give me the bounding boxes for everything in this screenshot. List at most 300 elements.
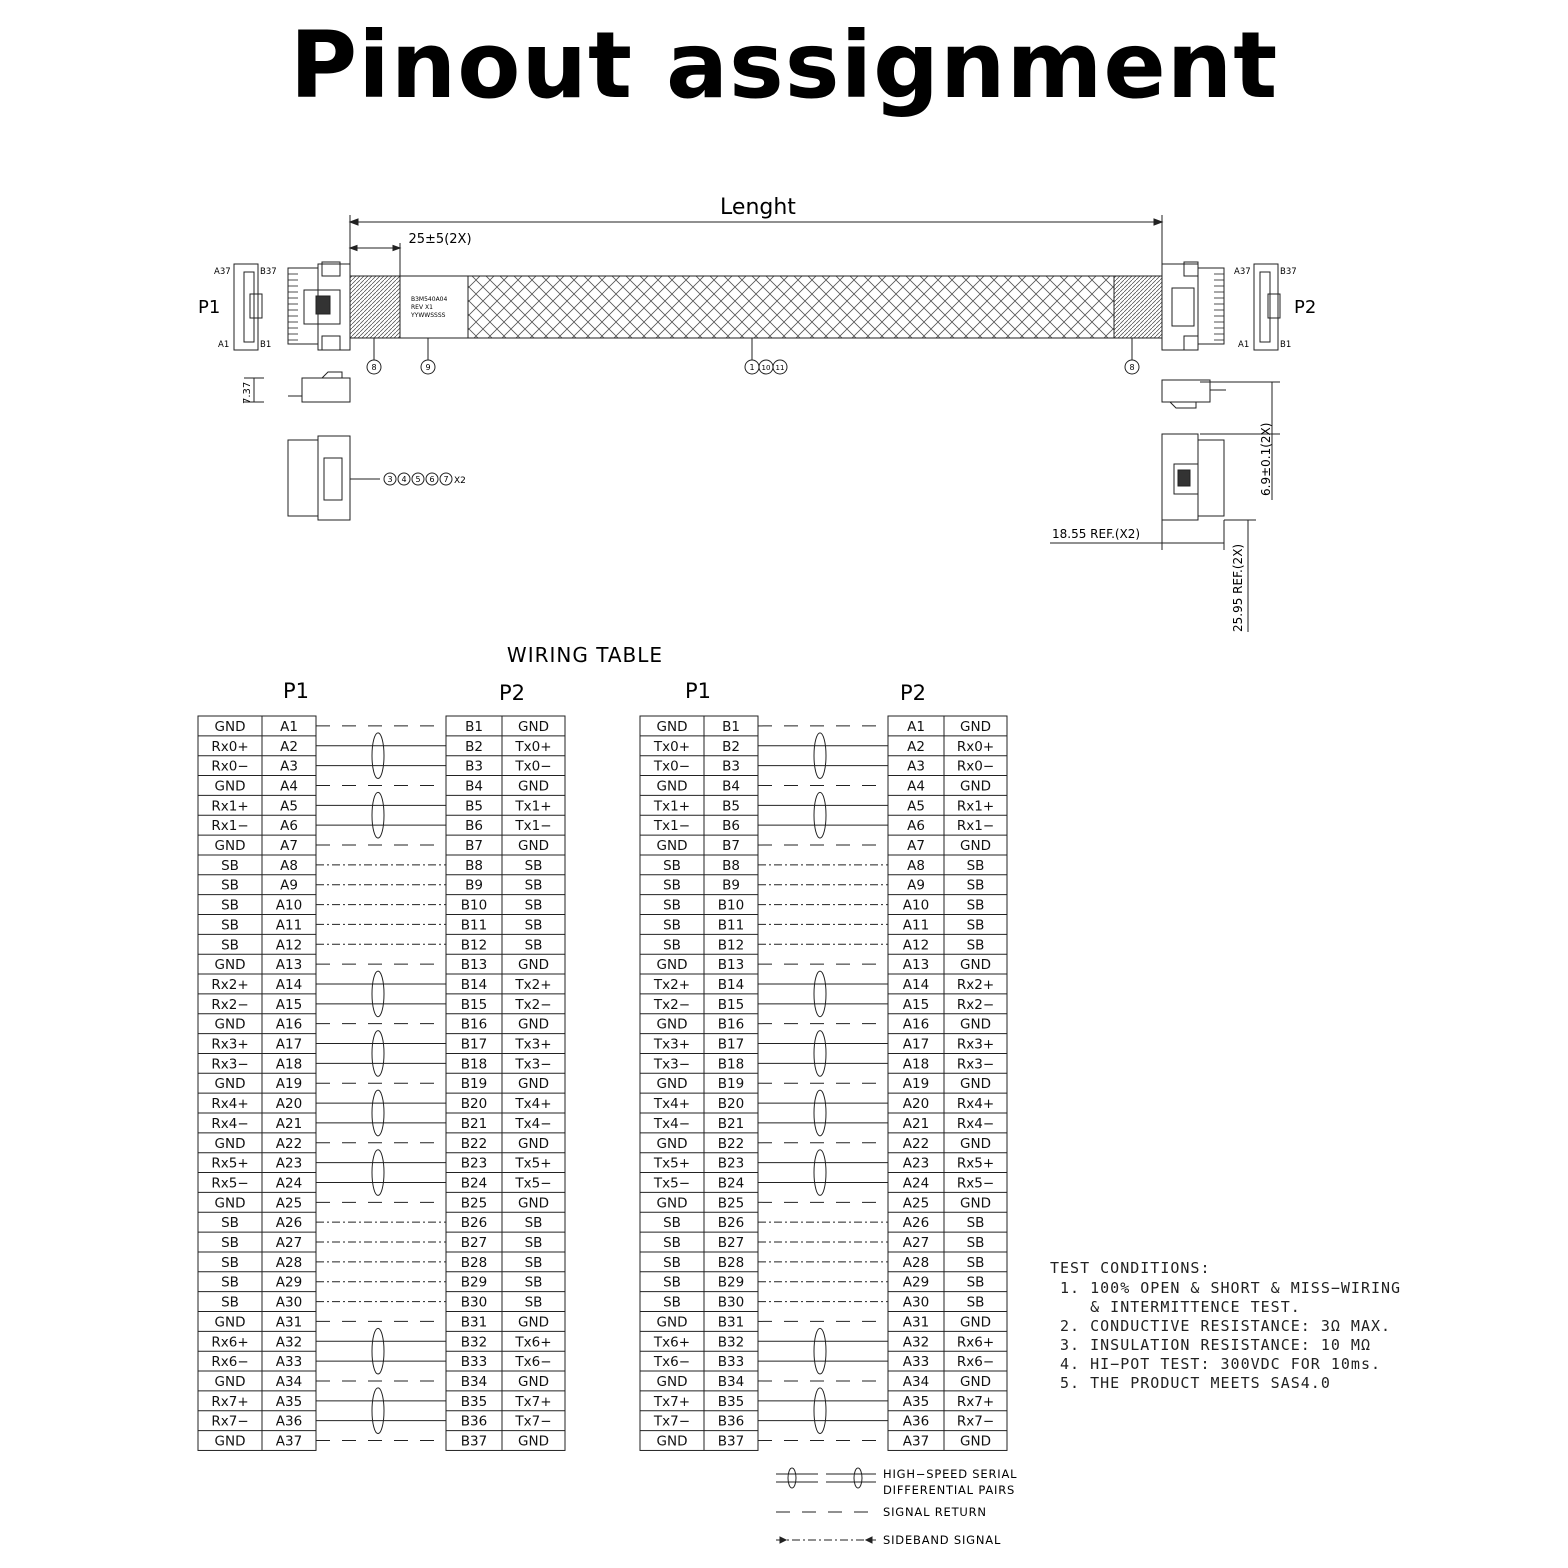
table1-left-pin-30: A30 — [275, 1294, 303, 1311]
table1-left-pin-31: A31 — [275, 1314, 303, 1331]
table2-right-signal-6: Rx1− — [956, 818, 995, 835]
table2-left-signal-33: Tx6− — [653, 1354, 691, 1371]
wiring-table-left — [198, 716, 565, 1450]
p2-label: P2 — [1294, 297, 1317, 318]
table1-right-signal-5: Tx1+ — [515, 798, 552, 815]
table2-left-signal-30: SB — [663, 1294, 681, 1311]
table2-left-signal-2: Tx0+ — [653, 738, 691, 755]
table2-left-pin-33: B33 — [717, 1354, 745, 1371]
table1-right-pin-33: B33 — [460, 1354, 488, 1371]
table2-right-signal-28: SB — [966, 1254, 985, 1271]
table1-right-signal-9: SB — [524, 877, 543, 894]
table1-left-signal-14: Rx2+ — [211, 976, 249, 993]
table1-right-pin-16: B16 — [460, 1016, 488, 1033]
table1-right-signal-33: Tx6− — [515, 1354, 552, 1371]
table2-left-signal-27: SB — [663, 1235, 681, 1252]
table2-left-pin-25: B25 — [717, 1195, 745, 1212]
callout-8-left: 8 — [371, 363, 377, 372]
table1-left-pin-28: A28 — [275, 1254, 303, 1271]
table1-pair-marker-32 — [372, 1328, 384, 1374]
pin-b37-label: B37 — [260, 267, 277, 277]
table1-left-pin-25: A25 — [275, 1195, 303, 1212]
table2-pair-marker-17 — [814, 1031, 826, 1077]
table1-right-signal-36: Tx7− — [515, 1413, 552, 1430]
table1-right-pin-26: B26 — [460, 1215, 488, 1232]
p2-pin-a37-label: A37 — [1234, 267, 1251, 277]
table2-right-signal-25: GND — [960, 1195, 991, 1212]
table2-left-pin-11: B11 — [717, 917, 745, 934]
table2-right-pin-20: A20 — [902, 1096, 930, 1113]
table1-left-pin-33: A33 — [275, 1354, 303, 1371]
test-conditions-heading: TEST CONDITIONS: — [1050, 1259, 1211, 1277]
table2-right-pin-19: A19 — [902, 1076, 930, 1093]
table1-right-pin-32: B32 — [460, 1334, 488, 1351]
table1-p2-heading: P2 — [498, 681, 526, 705]
table2-right-signal-5: Rx1+ — [956, 798, 995, 815]
table1-left-pin-7: A7 — [280, 838, 298, 855]
table1-right-signal-32: Tx6+ — [515, 1334, 552, 1351]
table1-pair-marker-35 — [372, 1388, 384, 1434]
table2-right-pin-36: A36 — [902, 1413, 930, 1430]
table2-right-pin-37: A37 — [902, 1433, 930, 1450]
table1-left-pin-16: A16 — [275, 1016, 303, 1033]
table1-left-signal-28: SB — [221, 1254, 239, 1271]
table2-right-signal-7: GND — [960, 838, 991, 855]
table2-left-signal-3: Tx0− — [653, 758, 691, 775]
table2-right-pin-13: A13 — [902, 957, 930, 974]
callout-3: 3 — [387, 475, 393, 484]
table1-right-signal-19: GND — [518, 1076, 549, 1093]
table1-right-signal-18: Tx3− — [515, 1056, 552, 1073]
p2-pin-b1-label: B1 — [1280, 340, 1292, 350]
table1-right-signal-22: GND — [518, 1135, 549, 1152]
table1-left-pin-37: A37 — [275, 1433, 303, 1450]
cable-label-line-3: YYWWSSSS — [411, 312, 446, 319]
table2-right-pin-16: A16 — [902, 1016, 930, 1033]
legend-pairs-line1: HIGH−SPEED SERIAL — [883, 1467, 1018, 1481]
table2-left-signal-14: Tx2+ — [653, 976, 691, 993]
table2-right-signal-9: SB — [966, 877, 985, 894]
table1-right-signal-11: SB — [524, 917, 543, 934]
table2-left-pin-1: B1 — [722, 718, 740, 735]
table2-left-signal-36: Tx7− — [653, 1413, 691, 1430]
callout-10: 10 — [761, 364, 771, 372]
table1-left-signal-17: Rx3+ — [211, 1036, 249, 1053]
table1-left-pin-29: A29 — [275, 1274, 303, 1291]
table1-right-signal-23: Tx5+ — [515, 1155, 552, 1172]
table1-right-pin-4: B4 — [465, 778, 483, 795]
table2-left-pin-13: B13 — [717, 957, 745, 974]
table1-right-signal-35: Tx7+ — [515, 1393, 552, 1410]
table2-right-pin-4: A4 — [907, 778, 925, 795]
table1-left-pin-27: A27 — [275, 1235, 303, 1252]
table1-left-signal-4: GND — [214, 778, 246, 795]
table1-right-signal-34: GND — [518, 1373, 549, 1390]
table1-right-pin-34: B34 — [460, 1373, 488, 1390]
table2-left-pin-36: B36 — [717, 1413, 745, 1430]
table1-left-pin-5: A5 — [280, 798, 298, 815]
test-condition-line-2: & INTERMITTENCE TEST. — [1050, 1298, 1301, 1316]
table1-left-pin-3: A3 — [280, 758, 298, 775]
table2-right-pin-18: A18 — [902, 1056, 930, 1073]
dim-25-95: 25.95 REF.(2X) — [1231, 543, 1245, 632]
dim-7-37: 7.37 — [242, 381, 253, 404]
length-label: Lenght — [720, 195, 796, 220]
table2-left-pin-17: B17 — [717, 1036, 745, 1053]
table2-pair-marker-20 — [814, 1090, 826, 1136]
table1-right-signal-7: GND — [518, 838, 549, 855]
table1-left-pin-23: A23 — [275, 1155, 303, 1172]
table2-right-signal-2: Rx0+ — [956, 738, 995, 755]
callout-4: 4 — [401, 475, 407, 484]
table1-right-signal-2: Tx0+ — [515, 738, 552, 755]
table1-right-pin-13: B13 — [460, 957, 488, 974]
test-condition-line-6: 5. THE PRODUCT MEETS SAS4.0 — [1050, 1374, 1331, 1392]
table2-left-signal-6: Tx1− — [653, 818, 691, 835]
table2-p2-heading: P2 — [899, 681, 927, 705]
table1-left-signal-12: SB — [221, 937, 239, 954]
table1-right-signal-12: SB — [524, 937, 543, 954]
table1-left-signal-26: SB — [221, 1215, 239, 1232]
table2-left-signal-5: Tx1+ — [653, 798, 691, 815]
table2-left-signal-24: Tx5− — [653, 1175, 691, 1192]
callout-5: 5 — [415, 475, 421, 484]
table1-right-signal-24: Tx5− — [515, 1175, 552, 1192]
table1-pair-marker-2 — [372, 733, 384, 779]
table1-right-signal-29: SB — [524, 1274, 543, 1291]
table1-left-pin-19: A19 — [275, 1076, 303, 1093]
table2-left-pin-32: B32 — [717, 1334, 745, 1351]
table1-right-signal-26: SB — [524, 1215, 543, 1232]
table1-right-pin-22: B22 — [460, 1135, 488, 1152]
table2-left-pin-21: B21 — [717, 1115, 745, 1132]
table1-left-signal-32: Rx6+ — [211, 1334, 249, 1351]
table1-right-signal-20: Tx4+ — [515, 1096, 552, 1113]
table2-left-signal-29: SB — [663, 1274, 681, 1291]
table2-right-signal-26: SB — [966, 1215, 985, 1232]
table2-left-signal-20: Tx4+ — [653, 1096, 691, 1113]
table1-right-pin-10: B10 — [460, 897, 488, 914]
table1-left-signal-3: Rx0− — [211, 758, 249, 775]
table1-left-pin-22: A22 — [275, 1135, 303, 1152]
table2-pair-marker-14 — [814, 971, 826, 1017]
table2-left-pin-9: B9 — [722, 877, 740, 894]
table1-left-pin-24: A24 — [275, 1175, 303, 1192]
p2-pin-a1-label: A1 — [1238, 340, 1250, 350]
table1-left-pin-12: A12 — [275, 937, 303, 954]
table2-pair-marker-35 — [814, 1388, 826, 1434]
table1-left-signal-18: Rx3− — [211, 1056, 249, 1073]
table1-right-signal-15: Tx2− — [515, 996, 552, 1013]
table2-left-pin-18: B18 — [717, 1056, 745, 1073]
table1-left-pin-36: A36 — [275, 1413, 303, 1430]
table2-right-signal-12: SB — [966, 937, 985, 954]
table2-left-signal-8: SB — [663, 857, 681, 874]
table1-left-signal-34: GND — [214, 1373, 246, 1390]
table1-left-pin-6: A6 — [280, 818, 298, 835]
table2-left-pin-12: B12 — [717, 937, 745, 954]
table1-left-signal-9: SB — [221, 877, 239, 894]
table2-right-signal-17: Rx3+ — [956, 1036, 995, 1053]
table1-right-pin-11: B11 — [460, 917, 488, 934]
table1-left-pin-35: A35 — [275, 1393, 303, 1410]
table1-left-signal-15: Rx2− — [211, 996, 249, 1013]
table1-right-signal-27: SB — [524, 1235, 543, 1252]
table2-right-signal-34: GND — [960, 1373, 991, 1390]
table2-pair-marker-32 — [814, 1328, 826, 1374]
table2-right-signal-14: Rx2+ — [956, 976, 995, 993]
table2-right-signal-21: Rx4− — [956, 1115, 995, 1132]
table2-right-pin-1: A1 — [907, 718, 925, 735]
table2-right-pin-28: A28 — [902, 1254, 930, 1271]
table2-left-pin-23: B23 — [717, 1155, 745, 1172]
table1-left-signal-29: SB — [221, 1274, 239, 1291]
table2-left-signal-22: GND — [656, 1135, 688, 1152]
table2-right-signal-33: Rx6− — [956, 1354, 995, 1371]
table1-right-pin-24: B24 — [460, 1175, 488, 1192]
table1-right-signal-13: GND — [518, 957, 549, 974]
table1-right-signal-10: SB — [524, 897, 543, 914]
table2-left-pin-2: B2 — [722, 738, 740, 755]
page-title: Pinout assignment — [289, 12, 1279, 119]
table1-left-pin-34: A34 — [275, 1373, 303, 1390]
table1-left-pin-13: A13 — [275, 957, 303, 974]
cable-label-line-1: B3M540A04 — [411, 296, 448, 303]
table2-right-signal-22: GND — [960, 1135, 991, 1152]
table2-right-signal-3: Rx0− — [956, 758, 995, 775]
table2-right-signal-36: Rx7− — [956, 1413, 995, 1430]
table1-left-signal-8: SB — [221, 857, 239, 874]
table1-right-pin-35: B35 — [460, 1393, 488, 1410]
cable-label-line-2: REV X1 — [411, 304, 433, 311]
callout-x2: X2 — [454, 476, 466, 486]
test-condition-line-4: 3. INSULATION RESISTANCE: 10 MΩ — [1050, 1336, 1371, 1354]
table2-left-pin-5: B5 — [722, 798, 740, 815]
table1-p1-heading: P1 — [282, 679, 310, 703]
pin-b1-label: B1 — [260, 340, 272, 350]
table2-right-signal-19: GND — [960, 1076, 991, 1093]
table1-left-pin-26: A26 — [275, 1215, 303, 1232]
table2-right-signal-20: Rx4+ — [956, 1096, 995, 1113]
table2-left-pin-26: B26 — [717, 1215, 745, 1232]
table2-right-pin-8: A8 — [907, 857, 925, 874]
table2-right-signal-31: GND — [960, 1314, 991, 1331]
dim-6-9: 6.9±0.1(2X) — [1259, 422, 1273, 496]
table2-left-signal-31: GND — [656, 1314, 688, 1331]
table2-right-pin-10: A10 — [902, 897, 930, 914]
legend — [776, 1468, 876, 1543]
table1-left-signal-5: Rx1+ — [211, 798, 249, 815]
dim-18-55: 18.55 REF.(X2) — [1052, 527, 1141, 541]
table1-left-signal-7: GND — [214, 838, 246, 855]
table1-left-pin-21: A21 — [275, 1115, 303, 1132]
table1-left-pin-10: A10 — [275, 897, 303, 914]
table2-p1-heading: P1 — [684, 679, 712, 703]
table2-left-pin-22: B22 — [717, 1135, 745, 1152]
offset-label: 25±5(2X) — [408, 232, 472, 247]
table1-pair-marker-20 — [372, 1090, 384, 1136]
table1-right-signal-1: GND — [518, 718, 549, 735]
table2-right-signal-16: GND — [960, 1016, 991, 1033]
table1-right-signal-14: Tx2+ — [515, 976, 552, 993]
table1-left-signal-20: Rx4+ — [211, 1096, 249, 1113]
table2-right-signal-32: Rx6+ — [956, 1334, 995, 1351]
table2-right-pin-12: A12 — [902, 937, 930, 954]
legend-pairs-line2: DIFFERENTIAL PAIRS — [883, 1483, 1016, 1497]
table1-right-pin-28: B28 — [460, 1254, 488, 1271]
table2-right-signal-23: Rx5+ — [956, 1155, 995, 1172]
table2-left-signal-23: Tx5+ — [653, 1155, 691, 1172]
table2-left-pin-3: B3 — [722, 758, 740, 775]
table1-right-pin-14: B14 — [460, 976, 488, 993]
table1-left-signal-30: SB — [221, 1294, 239, 1311]
table1-right-pin-36: B36 — [460, 1413, 488, 1430]
cable-top-view — [234, 215, 1280, 632]
table2-left-pin-20: B20 — [717, 1096, 745, 1113]
table2-left-pin-29: B29 — [717, 1274, 745, 1291]
table2-right-signal-37: GND — [960, 1433, 991, 1450]
table2-right-signal-18: Rx3− — [956, 1056, 995, 1073]
table1-right-signal-6: Tx1− — [515, 818, 552, 835]
table2-right-pin-22: A22 — [902, 1135, 930, 1152]
table1-left-signal-24: Rx5− — [211, 1175, 249, 1192]
table2-right-signal-11: SB — [966, 917, 985, 934]
table2-right-signal-27: SB — [966, 1235, 985, 1252]
table1-right-pin-15: B15 — [460, 996, 488, 1013]
table2-right-pin-14: A14 — [902, 976, 930, 993]
pin-a37-label: A37 — [214, 267, 231, 277]
table2-left-pin-14: B14 — [717, 976, 745, 993]
table2-left-pin-8: B8 — [722, 857, 740, 874]
table1-right-signal-4: GND — [518, 778, 549, 795]
table2-right-pin-5: A5 — [907, 798, 925, 815]
table1-left-pin-8: A8 — [280, 857, 298, 874]
table1-left-signal-16: GND — [214, 1016, 246, 1033]
table1-right-signal-31: GND — [518, 1314, 549, 1331]
table2-right-signal-30: SB — [966, 1294, 985, 1311]
callout-8-right: 8 — [1129, 363, 1135, 372]
table2-right-signal-29: SB — [966, 1274, 985, 1291]
table1-right-signal-8: SB — [524, 857, 543, 874]
table2-left-signal-10: SB — [663, 897, 681, 914]
table2-right-signal-8: SB — [966, 857, 985, 874]
table1-right-pin-9: B9 — [465, 877, 483, 894]
table1-right-signal-37: GND — [518, 1433, 549, 1450]
table1-right-signal-17: Tx3+ — [515, 1036, 552, 1053]
legend-return: SIGNAL RETURN — [883, 1505, 987, 1519]
table1-left-signal-11: SB — [221, 917, 239, 934]
table2-left-signal-21: Tx4− — [653, 1115, 691, 1132]
table2-left-signal-7: GND — [656, 838, 688, 855]
table2-right-pin-32: A32 — [902, 1334, 930, 1351]
table2-right-pin-25: A25 — [902, 1195, 930, 1212]
table1-right-pin-3: B3 — [465, 758, 483, 775]
table2-left-pin-4: B4 — [722, 778, 740, 795]
table2-left-signal-26: SB — [663, 1215, 681, 1232]
table2-left-pin-37: B37 — [717, 1433, 745, 1450]
table2-left-signal-18: Tx3− — [653, 1056, 691, 1073]
table2-left-signal-34: GND — [656, 1373, 688, 1390]
table2-right-pin-21: A21 — [902, 1115, 930, 1132]
table1-right-pin-37: B37 — [460, 1433, 488, 1450]
table1-left-pin-32: A32 — [275, 1334, 303, 1351]
table2-right-pin-11: A11 — [902, 917, 930, 934]
table2-right-signal-1: GND — [960, 718, 991, 735]
table2-left-signal-16: GND — [656, 1016, 688, 1033]
table2-left-pin-19: B19 — [717, 1076, 745, 1093]
table2-left-pin-35: B35 — [717, 1393, 745, 1410]
table2-left-pin-7: B7 — [722, 838, 740, 855]
table1-pair-marker-14 — [372, 971, 384, 1017]
table2-left-pin-10: B10 — [717, 897, 745, 914]
table1-right-signal-25: GND — [518, 1195, 549, 1212]
table1-right-pin-25: B25 — [460, 1195, 488, 1212]
table2-left-pin-28: B28 — [717, 1254, 745, 1271]
table2-right-pin-3: A3 — [907, 758, 925, 775]
table2-left-pin-6: B6 — [722, 818, 740, 835]
table1-left-signal-35: Rx7+ — [211, 1393, 249, 1410]
table1-left-signal-10: SB — [221, 897, 239, 914]
table2-pair-marker-23 — [814, 1150, 826, 1196]
table2-left-pin-27: B27 — [717, 1235, 745, 1252]
table2-left-signal-11: SB — [663, 917, 681, 934]
table1-right-pin-12: B12 — [460, 937, 488, 954]
table1-pair-marker-5 — [372, 792, 384, 838]
table1-left-signal-2: Rx0+ — [211, 738, 249, 755]
table1-right-signal-16: GND — [518, 1016, 549, 1033]
table1-right-signal-28: SB — [524, 1254, 543, 1271]
table1-left-pin-11: A11 — [275, 917, 303, 934]
table2-left-signal-28: SB — [663, 1254, 681, 1271]
table1-right-pin-31: B31 — [460, 1314, 488, 1331]
table1-left-signal-1: GND — [214, 718, 246, 735]
table1-left-signal-19: GND — [214, 1076, 246, 1093]
table2-pair-marker-2 — [814, 733, 826, 779]
table2-left-signal-37: GND — [656, 1433, 688, 1450]
table1-right-pin-17: B17 — [460, 1036, 488, 1053]
table2-left-signal-35: Tx7+ — [653, 1393, 691, 1410]
table2-left-pin-31: B31 — [717, 1314, 745, 1331]
table1-pair-marker-17 — [372, 1031, 384, 1077]
callout-11: 11 — [775, 364, 785, 372]
wiring-table-right — [640, 716, 1007, 1450]
legend-sideband: SIDEBAND SIGNAL — [883, 1533, 1002, 1547]
table1-right-signal-3: Tx0− — [515, 758, 552, 775]
table1-right-pin-18: B18 — [460, 1056, 488, 1073]
table2-left-signal-32: Tx6+ — [653, 1334, 691, 1351]
table1-right-pin-30: B30 — [460, 1294, 488, 1311]
table2-right-pin-27: A27 — [902, 1235, 930, 1252]
callout-6: 6 — [429, 475, 435, 484]
table1-pair-marker-23 — [372, 1150, 384, 1196]
table2-right-pin-9: A9 — [907, 877, 925, 894]
table2-left-signal-25: GND — [656, 1195, 688, 1212]
table2-right-pin-23: A23 — [902, 1155, 930, 1172]
table1-left-pin-2: A2 — [280, 738, 298, 755]
table1-left-pin-20: A20 — [275, 1096, 303, 1113]
test-condition-line-5: 4. HI−POT TEST: 300VDC FOR 10ms. — [1050, 1355, 1382, 1373]
table1-left-signal-36: Rx7− — [211, 1413, 249, 1430]
table2-right-pin-24: A24 — [902, 1175, 930, 1192]
table2-left-signal-9: SB — [663, 877, 681, 894]
wiring-table-title: WIRING TABLE — [506, 643, 664, 667]
table2-right-signal-10: SB — [966, 897, 985, 914]
table1-left-pin-18: A18 — [275, 1056, 303, 1073]
table1-left-signal-33: Rx6− — [211, 1354, 249, 1371]
test-condition-line-1: 1. 100% OPEN & SHORT & MISS−WIRING — [1050, 1279, 1402, 1297]
table2-right-pin-34: A34 — [902, 1373, 930, 1390]
table1-left-signal-13: GND — [214, 957, 246, 974]
